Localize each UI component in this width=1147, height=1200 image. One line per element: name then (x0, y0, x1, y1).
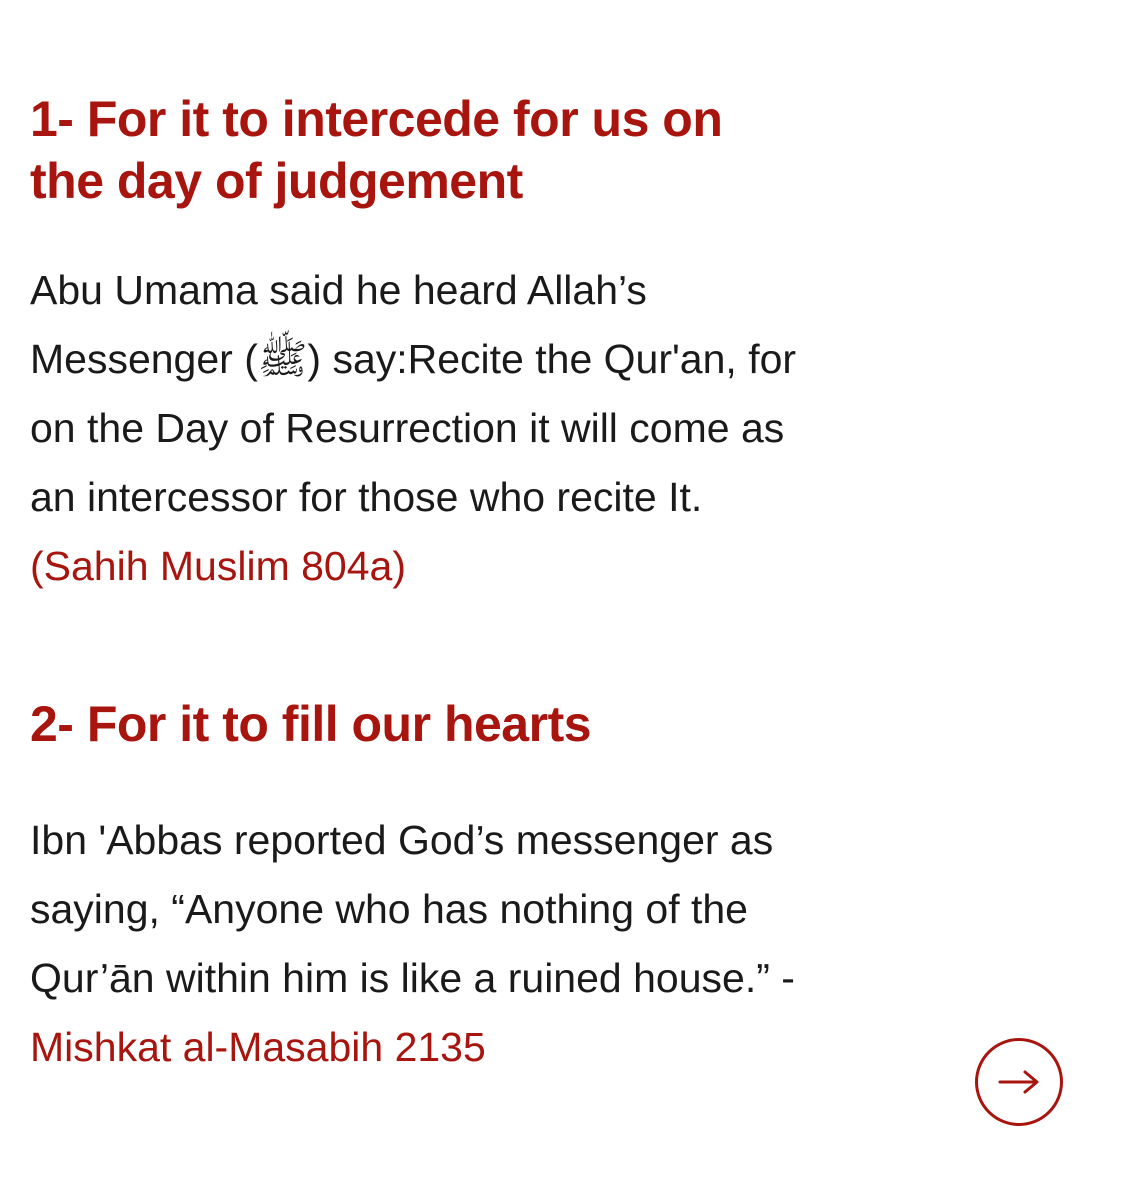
section-1-body-line-1: Abu Umama said he heard Allah’s (30, 267, 647, 313)
section-1-heading-line-2: the day of judgement (30, 153, 523, 209)
section-1-body-line-4: an intercessor for those who recite It. (30, 474, 703, 520)
next-button[interactable] (975, 1038, 1063, 1126)
section-2-heading-line-1: 2- For it to fill our hearts (30, 696, 592, 752)
section-2-heading (30, 693, 850, 755)
section-2-citation: Mishkat al-Masabih 2135 (30, 1024, 486, 1070)
section-2-body-line-2: saying, “Anyone who has nothing of the (30, 886, 748, 932)
section-2-body-line-3: Qur’ān within him is like a ruined house.” - (30, 955, 795, 1001)
section-1-body-line-3: on the Day of Resurrection it will come as (30, 405, 785, 451)
arrow-right-icon (997, 1070, 1041, 1094)
section-1-body-line-2: Messenger (ﷺ) say:Recite the Qur'an, for (30, 336, 797, 382)
section-1-body (30, 256, 930, 601)
section-1-heading (30, 88, 850, 212)
section-2-body-line-1: Ibn 'Abbas reported God’s messenger as (30, 817, 774, 863)
section-2-body (30, 806, 930, 1082)
section-1-heading-line-1: 1- For it to intercede for us on (30, 91, 723, 147)
section-1-citation: (Sahih Muslim 804a) (30, 543, 406, 589)
